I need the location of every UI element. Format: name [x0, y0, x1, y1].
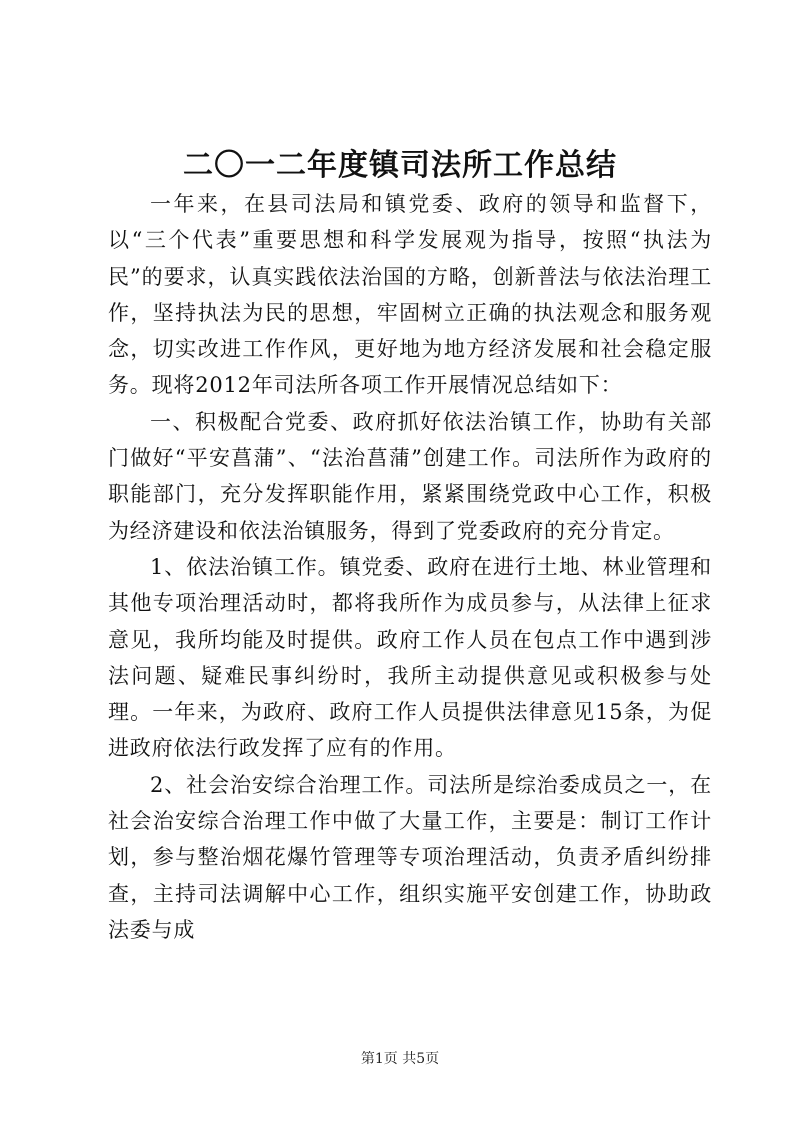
- page-footer: 第1页 共5页: [360, 1051, 440, 1067]
- paragraph-section-1: 一、积极配合党委、政府抓好依法治镇工作，协助有关部门做好“平安菖蒲”、“法治菖蒲”创建工作。司法所作为政府的职能部门，充分发挥职能作用，紧紧围绕党政中心工作，积极为经济建设和依法治镇服务，得到了党委政府的充分肯定。: [108, 409, 712, 543]
- document-body: [108, 186, 712, 948]
- paragraph-item-1: 1、依法治镇工作。镇党委、政府在进行土地、林业管理和其他专项治理活动时，都将我所作为成员参与，从法律上征求意见，我所均能及时提供。政府工作人员在包点工作中遇到涉法问题、疑难民事纠纷时，我所主动提供意见或积极参与处理。一年来，为政府、政府工作人员提供法律意见15条，为促进政府依法行政发挥了应有的作用。: [108, 554, 712, 761]
- document-title: 二〇一二年度镇司法所工作总结: [183, 148, 617, 183]
- paragraph-intro: 一年来，在县司法局和镇党委、政府的领导和监督下，以“三个代表”重要思想和科学发展观为指导，按照“执法为民”的要求，认真实践依法治国的方略，创新普法与依法治理工作，坚持执法为民的思想，牢固树立正确的执法观念和服务观念，切实改进工作作风，更好地为地方经济发展和社会稳定服务。现将2012年司法所各项工作开展情况总结如下：: [108, 192, 712, 398]
- paragraph-item-2: 2、社会治安综合治理工作。司法所是综治委成员之一，在社会治安综合治理工作中做了大量工作，主要是：制订工作计划，参与整治烟花爆竹管理等专项治理活动，负责矛盾纠纷排查，主持司法调解中心工作，组织实施平安创建工作，协助政法委与成: [108, 772, 712, 942]
